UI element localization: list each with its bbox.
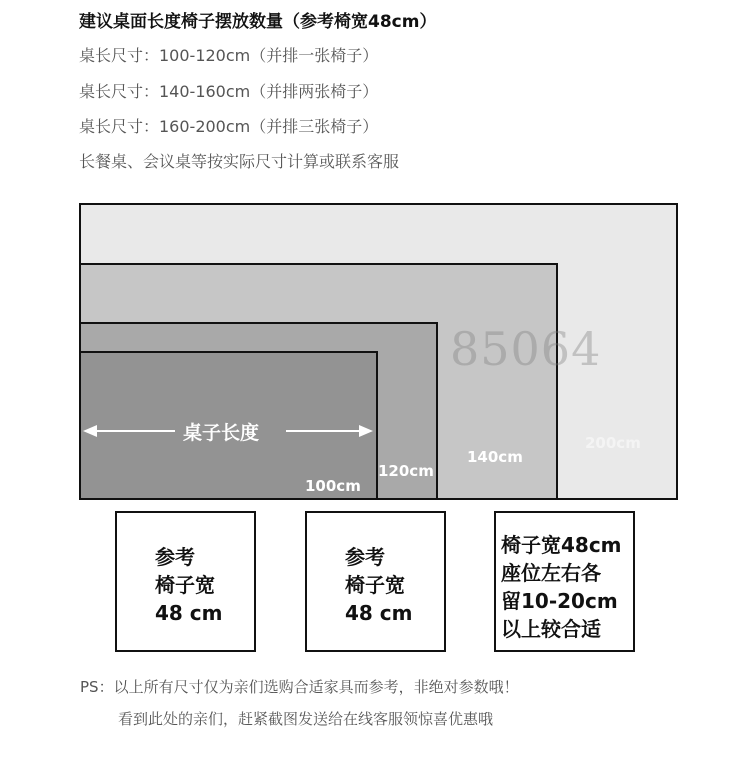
table-length-label: 桌子长度 <box>183 422 260 444</box>
chair-box-line: 座位左右各 <box>501 561 601 585</box>
chair-box-text <box>155 543 223 627</box>
chair-box-1 <box>115 511 256 652</box>
chair-box-line: 参考 <box>345 545 385 569</box>
size-guide-note: 长餐桌、会议桌等按实际尺寸计算或联系客服 <box>79 152 400 171</box>
size-label-140cm: 140cm <box>467 448 523 466</box>
size-guide-line-3: 桌长尺寸：160-200cm（并排三张椅子） <box>79 117 379 136</box>
chair-box-line: 留10-20cm <box>501 589 618 613</box>
footer-ps-line-1: PS：以上所有尺寸仅为亲们选购合适家具而参考，非绝对参数哦！ <box>80 678 519 696</box>
chair-box-line: 椅子宽48cm <box>501 533 622 557</box>
watermark: 85064 <box>450 322 602 376</box>
size-label-100cm: 100cm <box>305 477 361 495</box>
chair-box-line: 以上较合适 <box>501 617 601 641</box>
chair-box-3 <box>494 511 635 652</box>
chair-box-line: 参考 <box>155 545 195 569</box>
chair-box-line: 48 cm <box>155 601 223 625</box>
chair-box-text <box>345 543 413 627</box>
arrow-line-right <box>286 430 362 432</box>
size-guide-line-2: 桌长尺寸：140-160cm（并排两张椅子） <box>79 82 379 101</box>
header-title: 建议桌面长度椅子摆放数量（参考椅宽48cm） <box>79 12 437 32</box>
arrow-right-icon <box>359 425 373 437</box>
arrow-left-icon <box>83 425 97 437</box>
chair-box-line: 椅子宽 <box>155 573 215 597</box>
chair-box-line: 48 cm <box>345 601 413 625</box>
footer-ps-line-2: 看到此处的亲们，赶紧截图发送给在线客服领惊喜优惠哦 <box>118 710 494 728</box>
chair-box-2 <box>305 511 446 652</box>
arrow-line-left <box>95 430 175 432</box>
size-label-120cm: 120cm <box>378 462 434 480</box>
size-label-200cm: 200cm <box>585 434 641 452</box>
chair-box-text <box>501 531 622 643</box>
chair-box-line: 椅子宽 <box>345 573 405 597</box>
size-guide-line-1: 桌长尺寸：100-120cm（并排一张椅子） <box>79 46 379 65</box>
